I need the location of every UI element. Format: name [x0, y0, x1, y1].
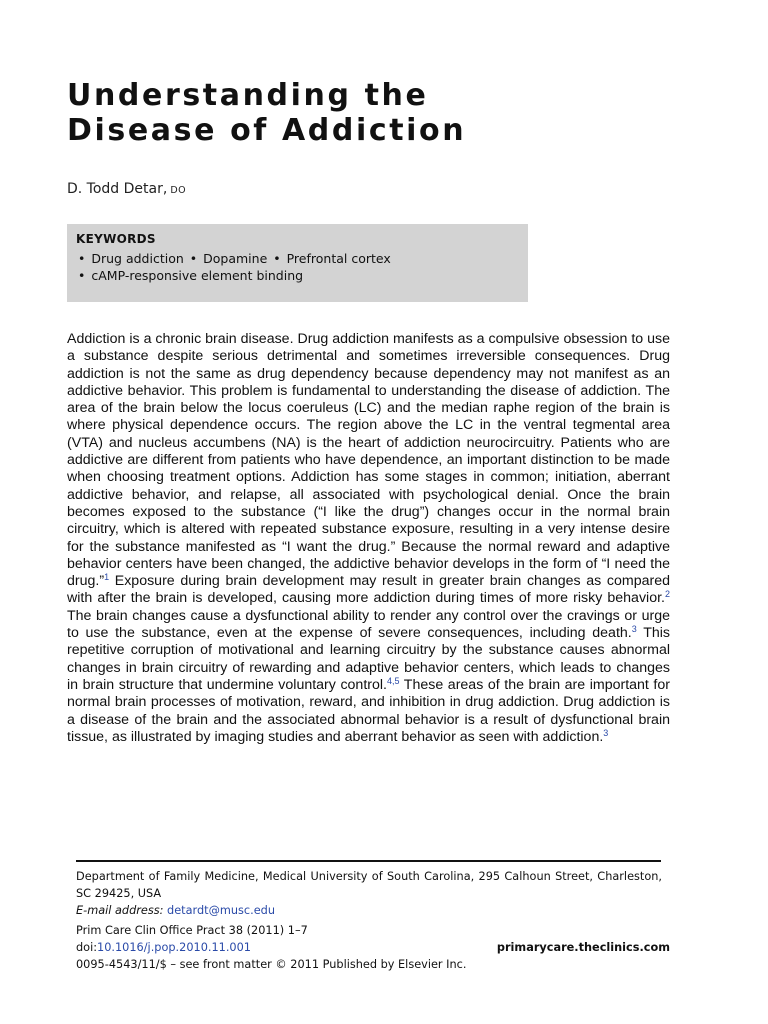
body-text-segment: These areas of the brain are important for normal brain processes of motivation, reward, and inhibition in drug addiction. Drug addiction is a disease of the brain and the associated abnormal behavior is a result of dysfunctional brain tissue, as illustrated by imaging studies and aberrant behavior as seen with addiction.	[67, 676, 670, 745]
bullet-icon: •	[189, 251, 198, 266]
keyword-item: cAMP-responsive element binding	[91, 268, 304, 283]
email-link[interactable]: detardt@musc.edu	[167, 904, 275, 917]
article-title	[67, 78, 707, 148]
keyword-item: Drug addiction	[91, 251, 184, 266]
affiliation-block	[76, 868, 662, 919]
affiliation-text: Department of Family Medicine, Medical University of South Carolina, 295 Calhoun Street, Charleston, SC 29425, USA	[76, 870, 662, 900]
keywords-heading: KEYWORDS	[76, 232, 156, 246]
doi-row	[76, 939, 670, 956]
author-line	[67, 181, 186, 197]
reference-link[interactable]: 3	[631, 624, 637, 635]
reference-link[interactable]: 1	[104, 572, 110, 583]
journal-website[interactable]: primarycare.theclinics.com	[496, 941, 670, 954]
email-line	[76, 902, 662, 919]
reference-link[interactable]: 3	[603, 727, 609, 738]
body-text-segment: Exposure during brain development may result in greater brain changes as compared with after the brain is developed, causing more addiction during times of more risky behavior.	[67, 573, 670, 607]
keyword-item: Prefrontal cortex	[286, 251, 391, 266]
author-degree: DO	[170, 185, 187, 196]
doi-line	[76, 939, 251, 956]
title-line-1: Understanding the	[67, 78, 429, 113]
body-text-segment: Addiction is a chronic brain disease. Drug addiction manifests as a compulsive obsession to use a substance despite serious detrimental and sometimes irreversible consequences. Drug addiction is not the same as drug dependency because dependency may not manifest as an addictive behavior. This problem is fundamental to understanding the disease of addiction. The area of the brain below the locus coeruleus (LC) and the median raphe region of the brain is where physical dependence occurs. The region above the LC in the ventral tegmental area (VTA) and nucleus accumbens (NA) is the heart of addiction neurocircuitry. Patients who are addictive are different from patients who have dependence, an important distinction to be made when choosing treatment options. Addiction has some stages in common; initiation, aberrant addictive behavior, and relapse, all associated with psychological denial. Once the brain becomes exposed to the substance (“I like the drug”) changes occur in the normal brain circuitry, which is altered with repeated substance exposure, resulting in a very intense desire for the substance manifested as “I want the drug.” Because the normal reward and adaptive behavior centers have been changed, the addictive behavior develops in the form of “I need the drug.”	[67, 331, 670, 590]
bullet-icon: •	[78, 251, 86, 266]
keywords-box	[67, 224, 528, 302]
keywords-line-1	[76, 250, 519, 267]
title-line-2: Disease of Addiction	[67, 113, 467, 148]
reference-link[interactable]: 2	[664, 589, 670, 600]
body-text-segment: The brain changes cause a dysfunctional ability to render any control over the cravings or urge to use the substance, even at the expense of severe consequences, including death.	[67, 607, 670, 642]
journal-citation: Prim Care Clin Office Pract 38 (2011) 1–7	[76, 924, 308, 937]
citation-block	[76, 922, 670, 973]
email-label: E-mail address:	[76, 904, 164, 917]
body-paragraph	[67, 331, 670, 746]
author-name: D. Todd Detar,	[67, 181, 168, 197]
copyright-line: 0095-4543/11/$ – see front matter © 2011 Published by Elsevier Inc.	[76, 958, 467, 971]
reference-link[interactable]: 4,5	[386, 675, 400, 686]
bullet-icon: •	[273, 251, 281, 266]
doi-link[interactable]: 10.1016/j.pop.2010.11.001	[97, 941, 251, 954]
footer-divider	[76, 860, 661, 862]
doi-label: doi:	[76, 941, 98, 954]
keyword-item: Dopamine	[203, 251, 268, 266]
keywords-line-2	[76, 267, 519, 284]
bullet-icon: •	[78, 268, 86, 283]
body-text-segment: This repetitive corruption of motivational and learning circuitry by the substance causes abnormal changes in brain circuitry of rewarding and adaptive behavior centers, which leads to changes in brain structure that undermine voluntary control.	[67, 625, 670, 693]
